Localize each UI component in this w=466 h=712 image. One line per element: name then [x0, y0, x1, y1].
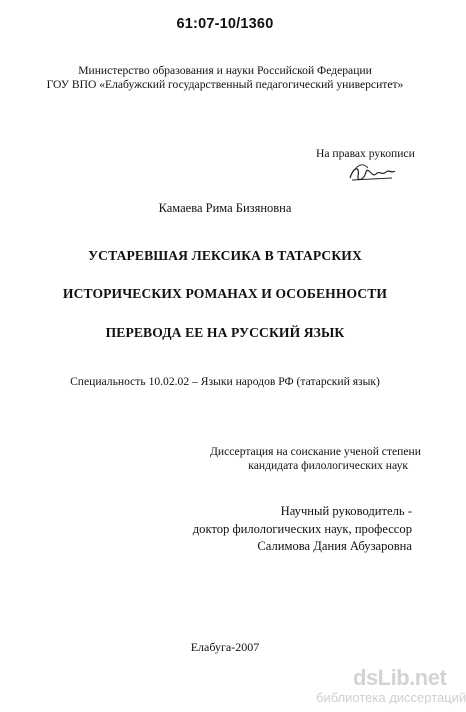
specialty-line: Специальность 10.02.02 – Языки народов РФ (татарский язык)	[70, 375, 380, 388]
ministry-line: Министерство образования и науки Российской Федерации	[78, 64, 372, 77]
thesis-title-line-3: ПЕРЕВОДА ЕЕ НА РУССКИЙ ЯЗЫК	[105, 325, 345, 340]
ministry-header	[0, 64, 450, 92]
supervisor-name: Салимова Дания Абузаровна	[257, 539, 412, 553]
manuscript-rights-label: На правах рукописи	[316, 147, 415, 160]
thesis-title-line-1: УСТАРЕВШАЯ ЛЕКСИКА В ТАТАРСКИХ	[88, 248, 362, 263]
watermark-tagline: библиотека диссертаций	[316, 690, 466, 705]
watermark-brand: dsLib.net	[353, 665, 447, 690]
supervisor-degree: доктор филологических наук, профессор	[192, 521, 412, 536]
degree-line-2: кандидата филологических наук	[248, 459, 408, 472]
author-name: Камаева Рима Бизяновна	[158, 201, 292, 215]
degree-line-1: Диссертация на соискание ученой степени	[210, 445, 421, 458]
supervisor-block	[160, 503, 412, 556]
dissertation-degree	[210, 445, 421, 473]
city-year: Елабуга-2007	[190, 640, 260, 654]
thesis-title-line-2: ИСТОРИЧЕСКИХ РОМАНАХ И ОСОБЕННОСТИ	[62, 286, 388, 301]
library-code: 61:07-10/1360	[176, 16, 274, 32]
supervisor-label: Научный руководитель -	[280, 504, 412, 518]
university-line: ГОУ ВПО «Елабужский государственный педагогический университет»	[46, 78, 404, 91]
handwritten-signature	[346, 160, 398, 186]
